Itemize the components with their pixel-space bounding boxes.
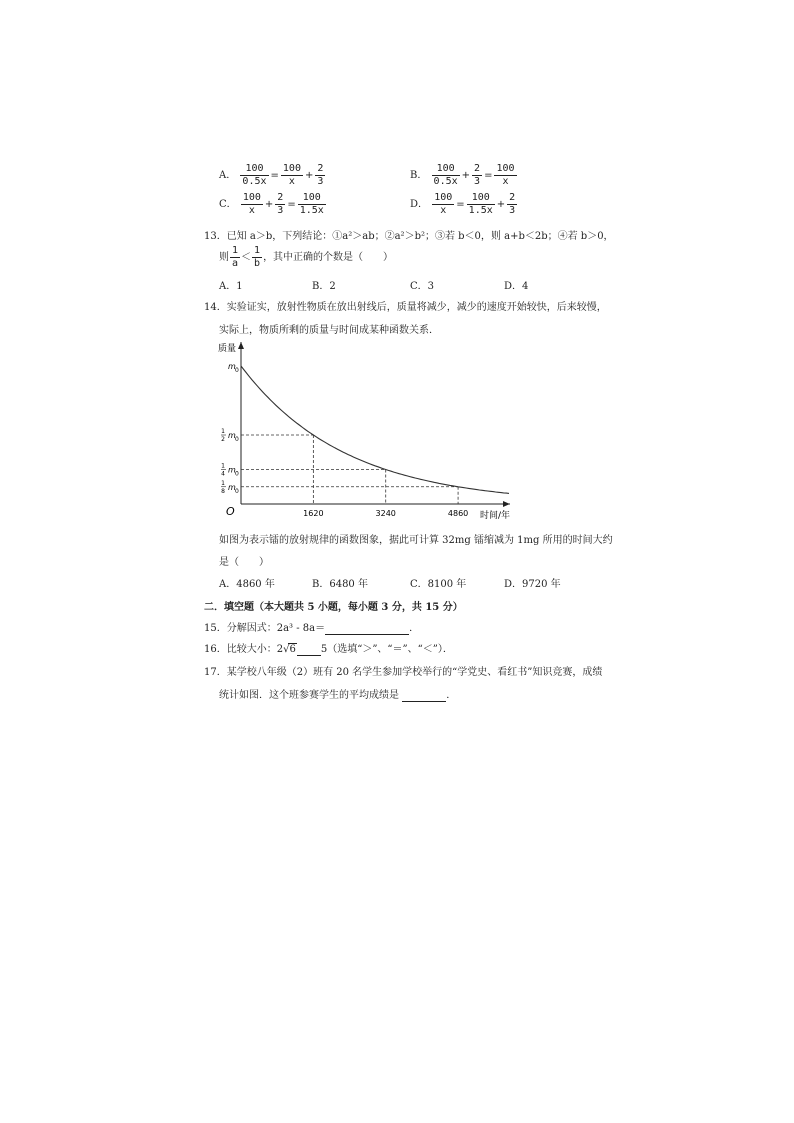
radicand: 6 (289, 644, 296, 655)
y-tick-symbol: m (228, 431, 236, 440)
x-axis-arrow (503, 501, 510, 507)
q12-option-d[interactable]: D． $\frac{100}{x}$ = $\frac{100}{1.5x}$ + $\frac{2}{3}$ (410, 192, 516, 216)
q17-stem: 17．某学校八年级（2）班有 20 名学生参加学校举行的“学党史、看红书”知识竞赛，成绩 (204, 667, 603, 678)
q14-option-a[interactable]: A．4860 年 (219, 579, 275, 590)
q13-stem-line2: 则 $\frac{1}{a}$ ＜ $\frac{1}{b}$ ，其中正确的个数是（ ） (219, 245, 394, 269)
q17-stem-line2: 统计如图．这个班参赛学生的平均成绩是 ． (219, 690, 457, 701)
q14-option-c[interactable]: C．8100 年 (410, 579, 467, 590)
q16: 16．比较大小：2√6 5（选填“＞”、“＝”、“＜”）． (204, 644, 453, 655)
decay-curve (241, 366, 509, 493)
q15: 15．分解因式：2a³ - 8a＝ ． (204, 623, 420, 634)
fraction: $\frac{2}{3}$ (317, 163, 324, 187)
fraction: $\frac{1}{a}$ (232, 245, 239, 269)
q12-option-a[interactable]: A． $\frac{100}{0.5x}$ = $\frac{100}{x}$ + $\frac{2}{3}$ (219, 163, 324, 187)
q14-stem: 14．实验证实，放射性物质在放出射线后，质量将减少，减少的速度开始较快，后来较慢， (204, 302, 607, 313)
q13-option-b[interactable]: B．2 (312, 281, 336, 292)
x-tick-label: 3240 (375, 509, 396, 518)
fraction: $\frac{100}{x}$ (434, 192, 453, 216)
y-tick-coef-den: 8 (221, 487, 225, 495)
x-axis-label: 时间/年 (480, 511, 511, 521)
q14-option-d[interactable]: D．9720 年 (504, 579, 561, 590)
y-tick-subscript: 0 (235, 436, 239, 443)
q13-option-d[interactable]: D．4 (504, 281, 529, 292)
decay-chart (212, 336, 522, 522)
y-tick-subscript: 0 (235, 367, 239, 374)
option-label: B． (410, 170, 428, 181)
fraction: $\frac{2}{3}$ (509, 192, 516, 216)
q14-option-b[interactable]: B．6480 年 (312, 579, 368, 590)
section-title: 二．填空题（本大题共 5 小题，每小题 3 分，共 15 分） (204, 602, 463, 613)
y-tick-coef-num: 1 (221, 479, 225, 487)
q14-description-line2: 是（ ） (219, 557, 269, 568)
option-label: C． (219, 199, 237, 210)
fraction: $\frac{100}{0.5x}$ (433, 163, 458, 187)
y-axis-label: 质量 (218, 344, 237, 354)
option-label: D． (410, 199, 429, 210)
y-tick-coef-den: 2 (221, 436, 225, 443)
y-tick-coef-num: 1 (221, 462, 225, 470)
x-tick-label: 1620 (303, 509, 324, 518)
fraction: $\frac{100}{x}$ (496, 163, 515, 187)
y-tick-symbol: m (228, 465, 236, 475)
y-tick-coef-den: 4 (221, 470, 225, 478)
q13-option-a[interactable]: A．1 (219, 281, 243, 292)
answer-blank[interactable] (402, 690, 446, 702)
chart-root (218, 342, 510, 521)
fraction: $\frac{100}{x}$ (242, 192, 261, 216)
answer-blank[interactable] (325, 623, 409, 635)
y-tick-symbol: m (228, 362, 236, 371)
option-label: A． (219, 170, 237, 181)
q13-stem: 13．已知 a＞b，下列结论：①a²＞ab；②a²＞b²；③若 b＜0，则 a+b＜2b；④若 b＞0， (204, 231, 614, 242)
q13-option-c[interactable]: C．3 (410, 281, 435, 292)
answer-blank[interactable] (297, 644, 321, 656)
q12-option-c[interactable]: C． $\frac{100}{x}$ + $\frac{2}{3}$ = $\frac{100}{1.5x}$ (219, 192, 324, 216)
y-tick-coef-num: 1 (221, 428, 225, 435)
q14-stem-line2: 实际上，物质所剩的质量与时间成某种函数关系． (219, 325, 439, 336)
origin-label: O (226, 505, 235, 518)
x-tick-label: 4860 (447, 509, 469, 518)
y-tick-symbol: m (228, 482, 236, 492)
fraction: $\frac{100}{1.5x}$ (299, 192, 324, 216)
fraction: $\frac{2}{3}$ (474, 163, 481, 187)
y-tick-subscript: 0 (235, 487, 239, 495)
q14-description: 如图为表示镭的放射规律的函数图象，据此可计算 32mg 镭缩减为 1mg 所用的时间大约 (219, 535, 613, 546)
fraction: $\frac{2}{3}$ (277, 192, 284, 216)
fraction: $\frac{1}{b}$ (254, 245, 261, 269)
y-axis-arrow (238, 342, 244, 349)
sqrt-sign: √ (283, 644, 290, 655)
fraction: $\frac{100}{0.5x}$ (242, 163, 267, 187)
y-tick-subscript: 0 (235, 470, 239, 478)
fraction: $\frac{100}{1.5x}$ (468, 192, 493, 216)
fraction: $\frac{100}{x}$ (282, 163, 301, 187)
q12-option-b[interactable]: B． $\frac{100}{0.5x}$ + $\frac{2}{3}$ = $\frac{100}{x}$ (410, 163, 515, 187)
